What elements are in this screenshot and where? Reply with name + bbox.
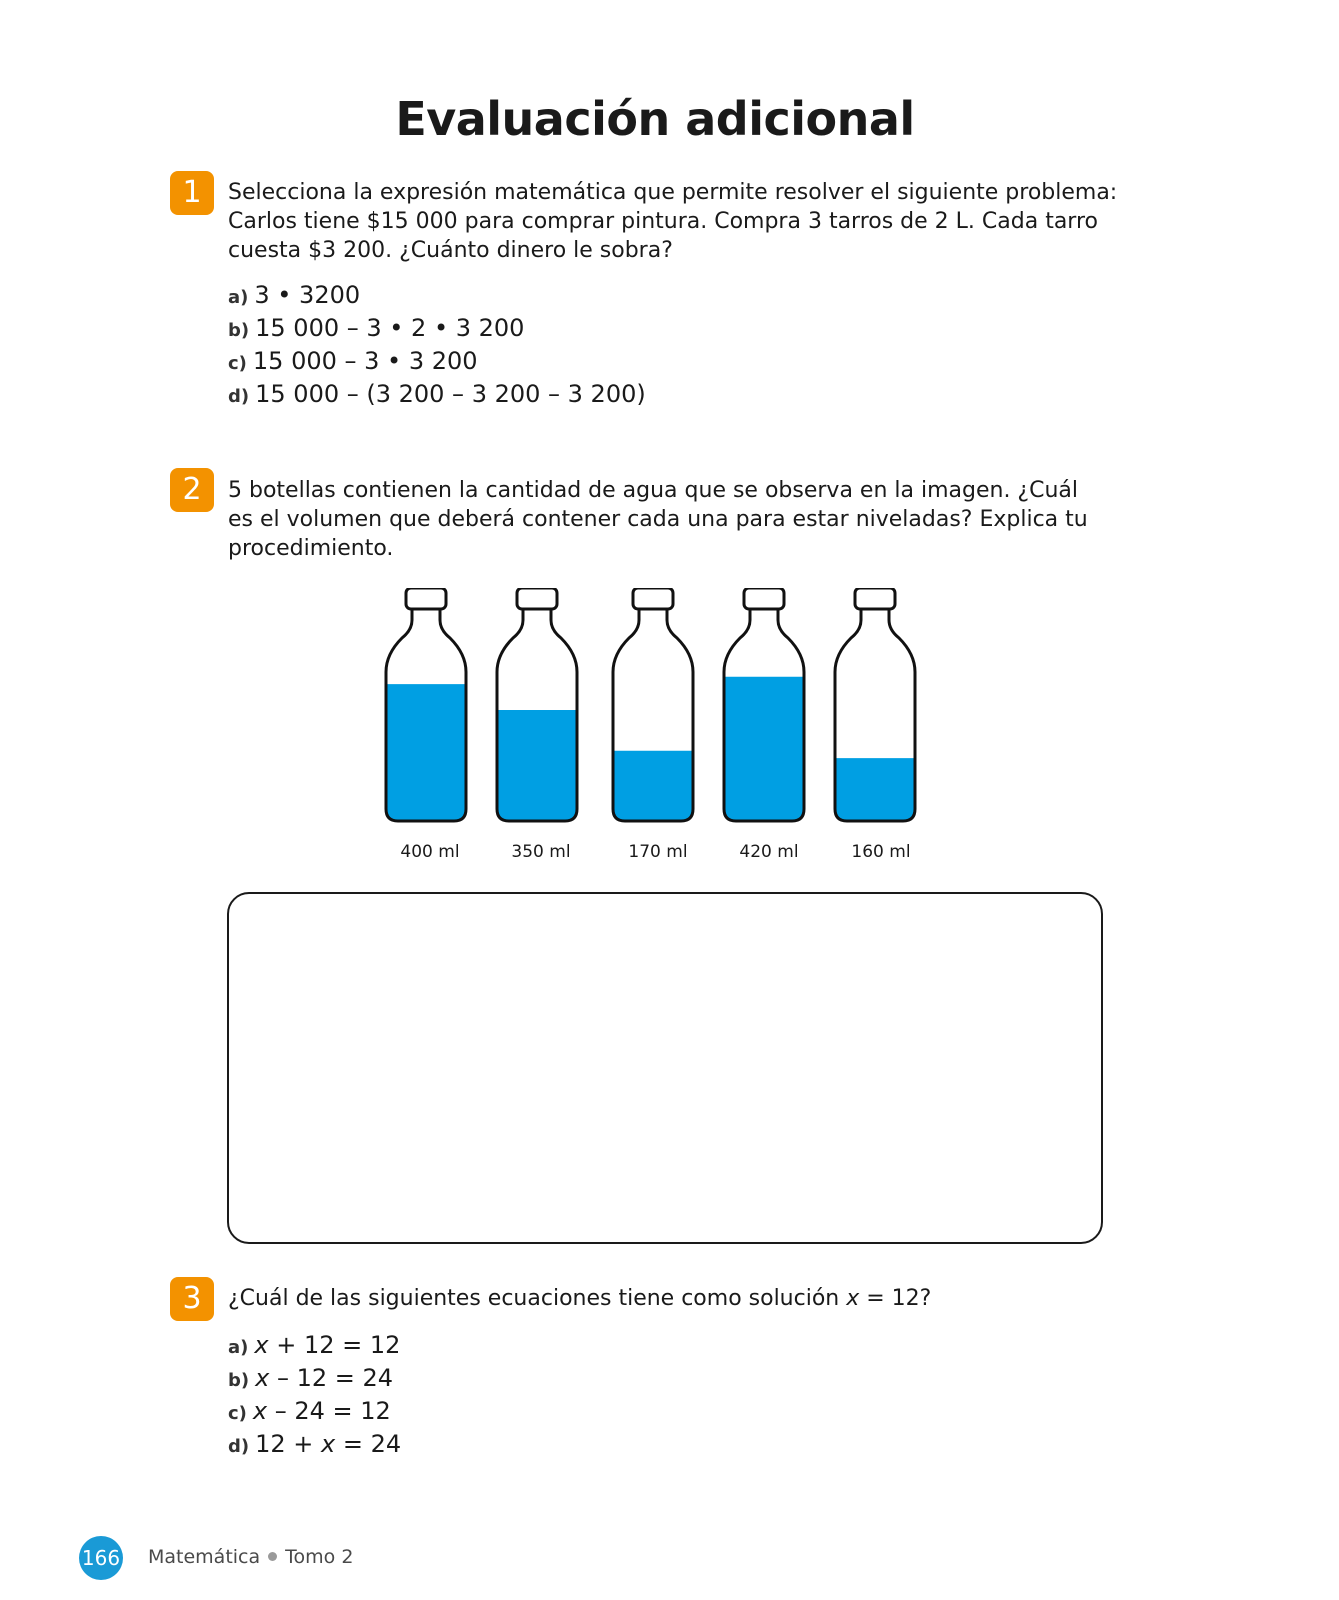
bottle-label: 160 ml	[851, 842, 911, 862]
water-fill	[497, 710, 577, 821]
bottle	[613, 588, 693, 821]
option-c[interactable]	[228, 345, 646, 378]
bottle	[386, 588, 466, 821]
volume-name: Tomo 2	[285, 1546, 354, 1568]
question-2-text	[228, 476, 1108, 563]
option-letter: a)	[228, 1337, 249, 1358]
option-text: 15 000 – 3 • 3 200	[252, 347, 478, 375]
option-letter: d)	[228, 1436, 250, 1457]
page-title: Evaluación adicional	[395, 92, 915, 146]
option-letter: c)	[228, 1403, 247, 1424]
option-letter: c)	[228, 353, 247, 374]
footer-text	[148, 1546, 353, 1568]
question-3-text	[228, 1284, 1108, 1313]
variable-x: x	[846, 1286, 860, 1311]
question-3-options	[228, 1329, 401, 1461]
option-a[interactable]	[228, 279, 646, 312]
option-text: 15 000 – (3 200 – 3 200 – 3 200)	[255, 380, 646, 408]
page-number: 166	[79, 1536, 123, 1580]
bottles-illustration	[380, 588, 940, 833]
question-text-line: 5 botellas contienen la cantidad de agua que se observa en la imagen. ¿Cuál	[228, 478, 1079, 503]
variable-x: x	[254, 1331, 269, 1359]
water-fill	[386, 684, 466, 821]
bottle-label: 170 ml	[628, 842, 688, 862]
question-number-badge: 1	[170, 171, 214, 215]
variable-x: x	[255, 1364, 270, 1392]
bottle-label: 420 ml	[739, 842, 799, 862]
variable-x: x	[321, 1430, 336, 1458]
option-b[interactable]	[228, 312, 646, 345]
option-b[interactable]	[228, 1362, 401, 1395]
bottle	[724, 588, 804, 821]
bottle-cap	[855, 588, 895, 609]
question-text: = 12?	[859, 1286, 932, 1311]
option-c[interactable]	[228, 1395, 401, 1428]
variable-x: x	[252, 1397, 268, 1425]
bottle-cap	[517, 588, 557, 609]
question-number-badge: 3	[170, 1277, 214, 1321]
question-1-options	[228, 279, 646, 411]
option-d[interactable]	[228, 378, 646, 411]
water-fill	[835, 758, 915, 821]
question-text-line: Carlos tiene $15 000 para comprar pintura. Compra 3 tarros de 2 L. Cada tarro	[228, 209, 1098, 234]
bottle-label: 350 ml	[511, 842, 571, 862]
question-text-line: Selecciona la expresión matemática que permite resolver el siguiente problema:	[228, 180, 1118, 205]
option-text: – 12 = 24	[269, 1364, 394, 1392]
option-text: 3 • 3200	[254, 281, 361, 309]
option-text: 15 000 – 3 • 2 • 3 200	[255, 314, 525, 342]
bottle-label: 400 ml	[400, 842, 460, 862]
water-fill	[613, 751, 693, 821]
option-letter: b)	[228, 1370, 250, 1391]
bottle-cap	[406, 588, 446, 609]
bullet-dot-icon	[268, 1552, 277, 1561]
option-a[interactable]	[228, 1329, 401, 1362]
option-letter: b)	[228, 320, 250, 341]
option-text: – 24 = 12	[267, 1397, 391, 1425]
question-number-badge: 2	[170, 468, 214, 512]
question-1-text	[228, 178, 1118, 265]
book-name: Matemática	[148, 1546, 261, 1568]
question-text-line: procedimiento.	[228, 536, 394, 561]
option-letter: d)	[228, 386, 250, 407]
bottle-cap	[633, 588, 673, 609]
question-text-line: cuesta $3 200. ¿Cuánto dinero le sobra?	[228, 238, 673, 263]
option-d[interactable]	[228, 1428, 401, 1461]
option-letter: a)	[228, 287, 249, 308]
bottle	[497, 588, 577, 821]
question-text-line: es el volumen que deberá contener cada una para estar niveladas? Explica tu	[228, 507, 1088, 532]
water-fill	[724, 677, 804, 821]
question-text: ¿Cuál de las siguientes ecuaciones tiene como solución	[228, 1286, 847, 1311]
answer-box[interactable]	[227, 892, 1103, 1244]
bottle	[835, 588, 915, 821]
bottle-cap	[744, 588, 784, 609]
option-text: + 12 = 12	[268, 1331, 401, 1359]
option-text: = 24	[335, 1430, 402, 1458]
option-text: 12 +	[255, 1430, 322, 1458]
